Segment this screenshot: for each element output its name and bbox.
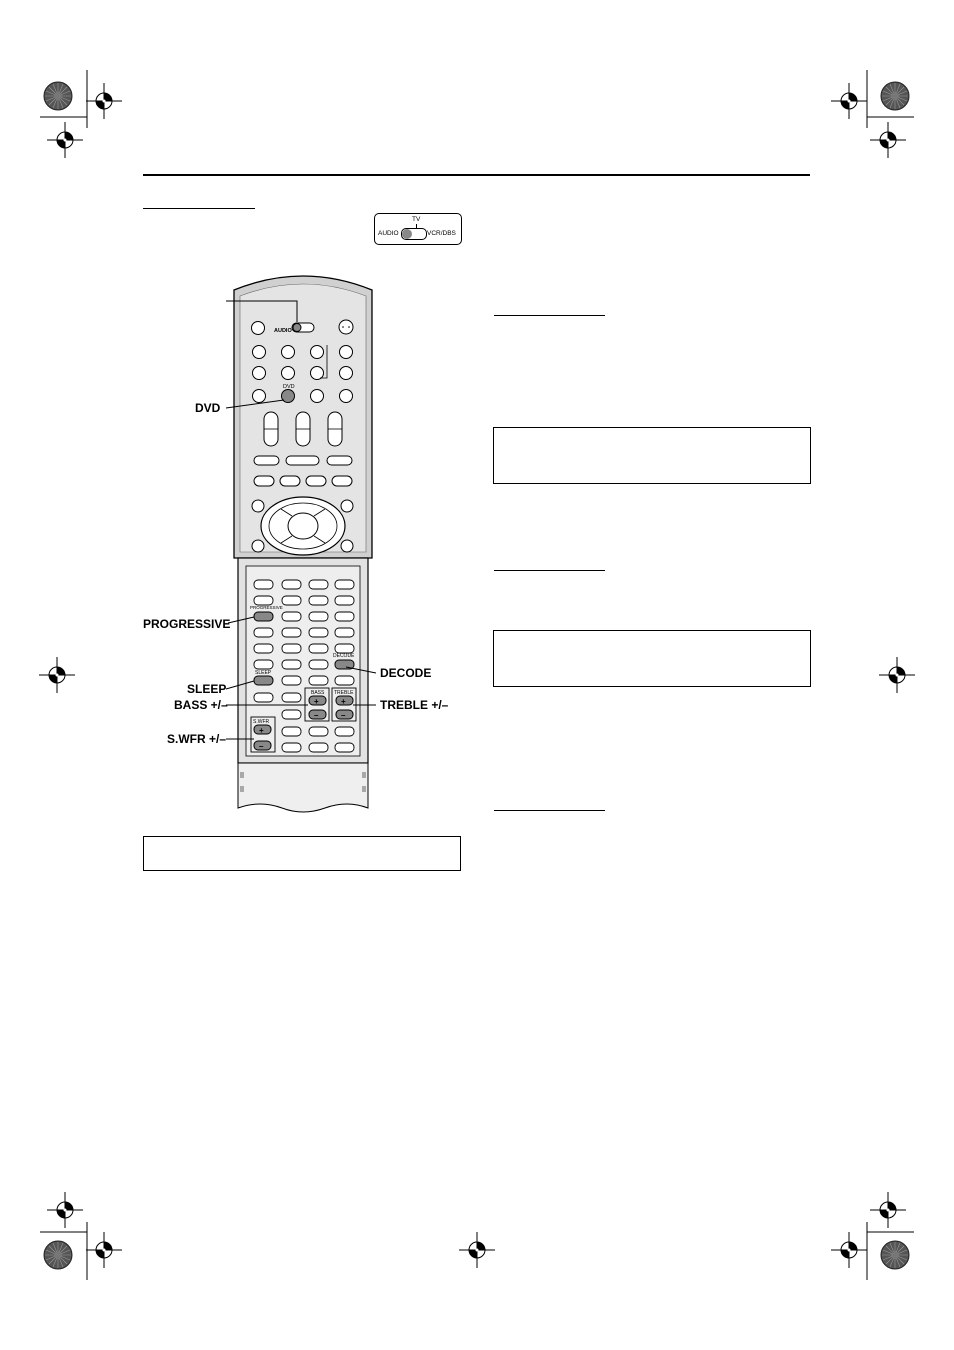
treble-minus-glyph: – <box>341 711 346 720</box>
swfr-minus-glyph: – <box>259 742 264 751</box>
subsection-underline-3 <box>494 810 605 811</box>
note-box-left <box>143 836 461 871</box>
callout-swfr: S.WFR +/– <box>167 732 227 746</box>
bass-button-text: BASS <box>311 690 325 696</box>
sleep-button-text: SLEEP <box>255 670 272 676</box>
audio-button-text: AUDIO <box>274 328 292 334</box>
callout-bass: BASS +/– <box>174 698 228 712</box>
swfr-plus-glyph: + <box>259 726 264 735</box>
callout-decode: DECODE <box>380 666 432 680</box>
subsection-underline-2 <box>494 570 605 571</box>
switch-top-label: TV <box>412 216 421 223</box>
treble-plus-glyph: + <box>341 697 346 706</box>
note-box-right-1 <box>493 427 811 484</box>
dvd-button-text: DVD <box>283 384 295 390</box>
note-box-right-2 <box>493 630 811 687</box>
callout-treble: TREBLE +/– <box>380 698 449 712</box>
bass-plus-glyph: + <box>314 697 319 706</box>
subsection-underline-1 <box>494 315 605 316</box>
swfr-button-text: S.WFR <box>253 719 270 725</box>
callout-progressive: PROGRESSIVE <box>143 617 231 631</box>
treble-button-text: TREBLE <box>334 690 354 696</box>
callout-sleep: SLEEP <box>187 682 227 696</box>
switch-left-label: AUDIO <box>378 230 399 237</box>
callout-dvd: DVD <box>195 401 221 415</box>
bass-minus-glyph: – <box>314 711 319 720</box>
switch-right-label: VCR/DBS <box>427 230 456 237</box>
progressive-button-text: PROGRESSIVE <box>250 605 283 610</box>
decode-button-text: DECODE <box>333 653 355 659</box>
